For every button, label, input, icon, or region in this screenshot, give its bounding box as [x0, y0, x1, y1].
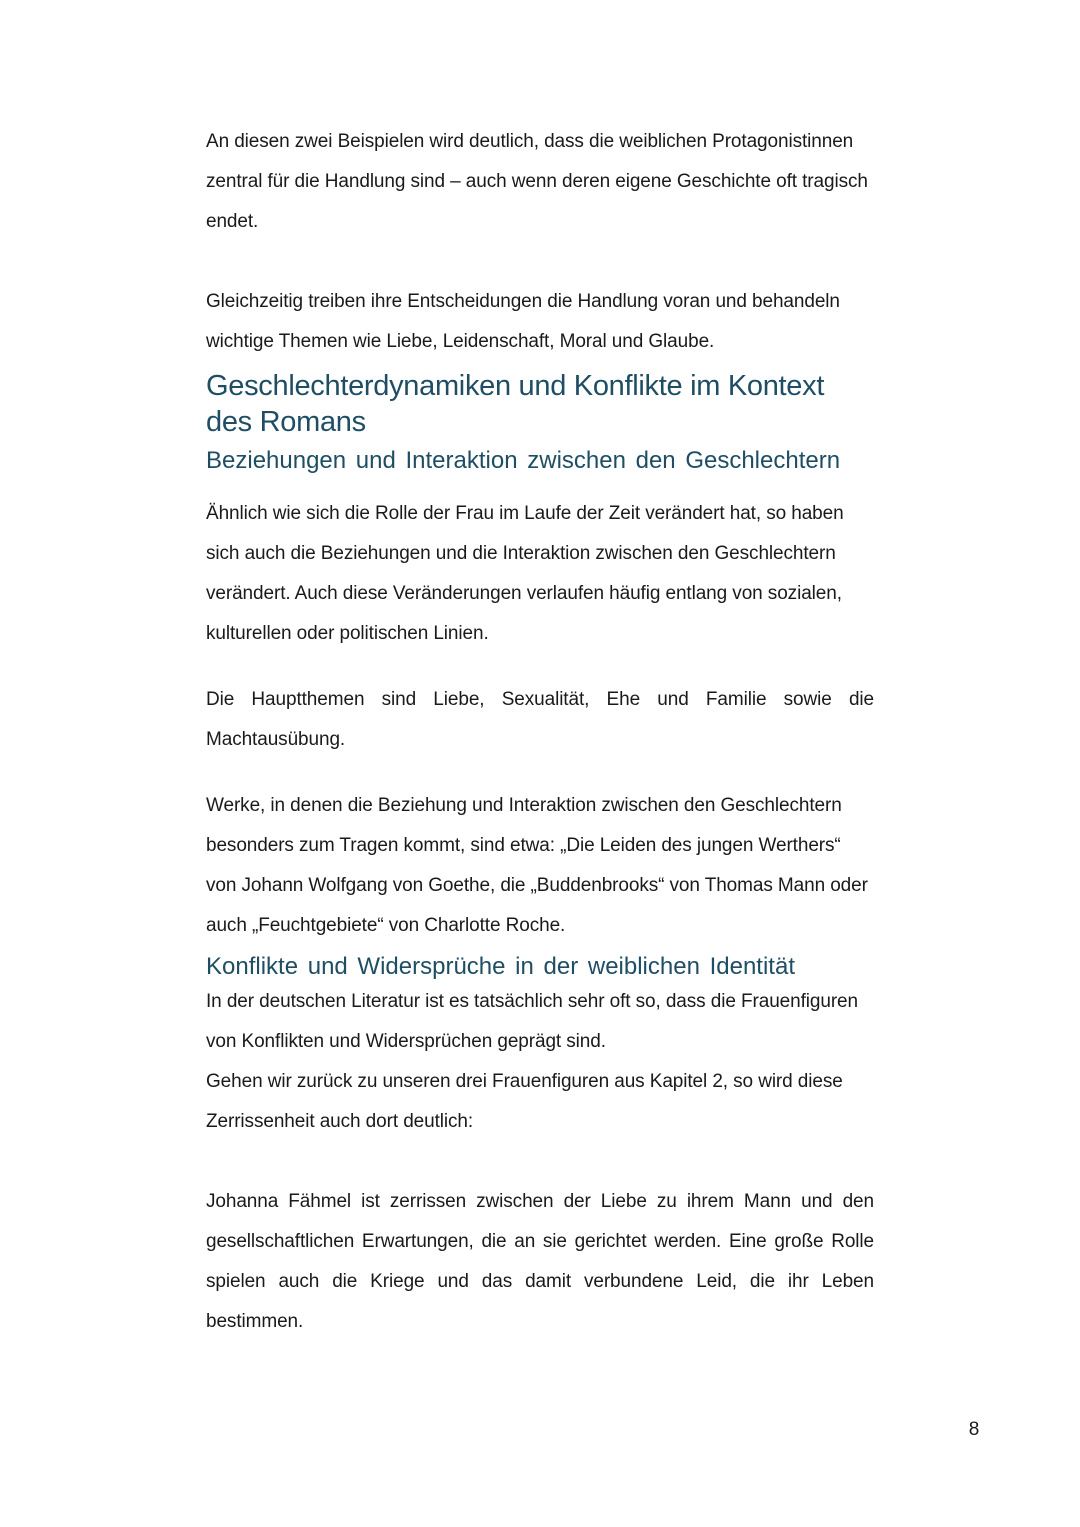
spacer: [206, 654, 874, 680]
section-heading: Geschlechterdynamiken und Konflikte im Kontext des Romans: [206, 370, 825, 438]
spacer: [206, 760, 874, 786]
paragraph-works: Werke, in denen die Beziehung und Interaktion zwischen den Geschlechtern besonders zum Tragen kommt, sind etwa: „Die Leiden des jungen Werthers“ von Johann Wolfgang von Goethe, die „Buddenbrooks“ von Thomas Mann oder auch „Feuchtgebiete“ von Charlotte Roche.: [206, 795, 868, 936]
paragraph-literature-conflicts: In der deutschen Literatur ist es tatsächlich sehr oft so, dass die Frauenfiguren von Konflikten und Widersprüchen geprägt sind.: [206, 991, 858, 1052]
subsection-heading-relationships: Beziehungen und Interaktion zwischen den Geschlechtern: [206, 447, 841, 474]
paragraph-back-to-chapter: Gehen wir zurück zu unseren drei Frauenfiguren aus Kapitel 2, so wird diese Zerrissenheit auch dort deutlich:: [206, 1071, 843, 1132]
paragraph-johanna: Johanna Fähmel ist zerrissen zwischen der Liebe zu ihrem Mann und den gesellschaftlichen Erwartungen, die an sie gerichtet werden. Eine große Rolle spielen auch die Kriege und das damit verbundene Leid, die ihr Leben bestimmen.: [206, 1191, 874, 1332]
spacer: [206, 242, 874, 282]
paragraph-intro-conclusion: An diesen zwei Beispielen wird deutlich, dass die weiblichen Protagonistinnen zentral für die Handlung sind – auch wenn deren eigene Geschichte oft tragisch endet.: [206, 131, 868, 232]
paragraph-role-change: Ähnlich wie sich die Rolle der Frau im Laufe der Zeit verändert hat, so haben sich auch die Beziehungen und die Interaktion zwischen den Geschlechtern verändert. Auch diese Veränderungen verlaufen häufig entlang von sozialen, kulturellen oder politischen Linien.: [206, 503, 844, 644]
subsection-heading-conflicts: Konflikte und Widersprüche in der weiblichen Identität: [206, 953, 795, 980]
document-page: [206, 122, 874, 1342]
page-number: 8: [968, 1419, 980, 1440]
paragraph-main-themes: Die Hauptthemen sind Liebe, Sexualität, Ehe und Familie sowie die Machtausübung.: [206, 689, 874, 750]
spacer: [206, 476, 874, 494]
paragraph-decisions: Gleichzeitig treiben ihre Entscheidungen die Handlung voran und behandeln wichtige Themen wie Liebe, Leidenschaft, Moral und Glaube.: [206, 291, 840, 352]
spacer: [206, 1142, 874, 1182]
